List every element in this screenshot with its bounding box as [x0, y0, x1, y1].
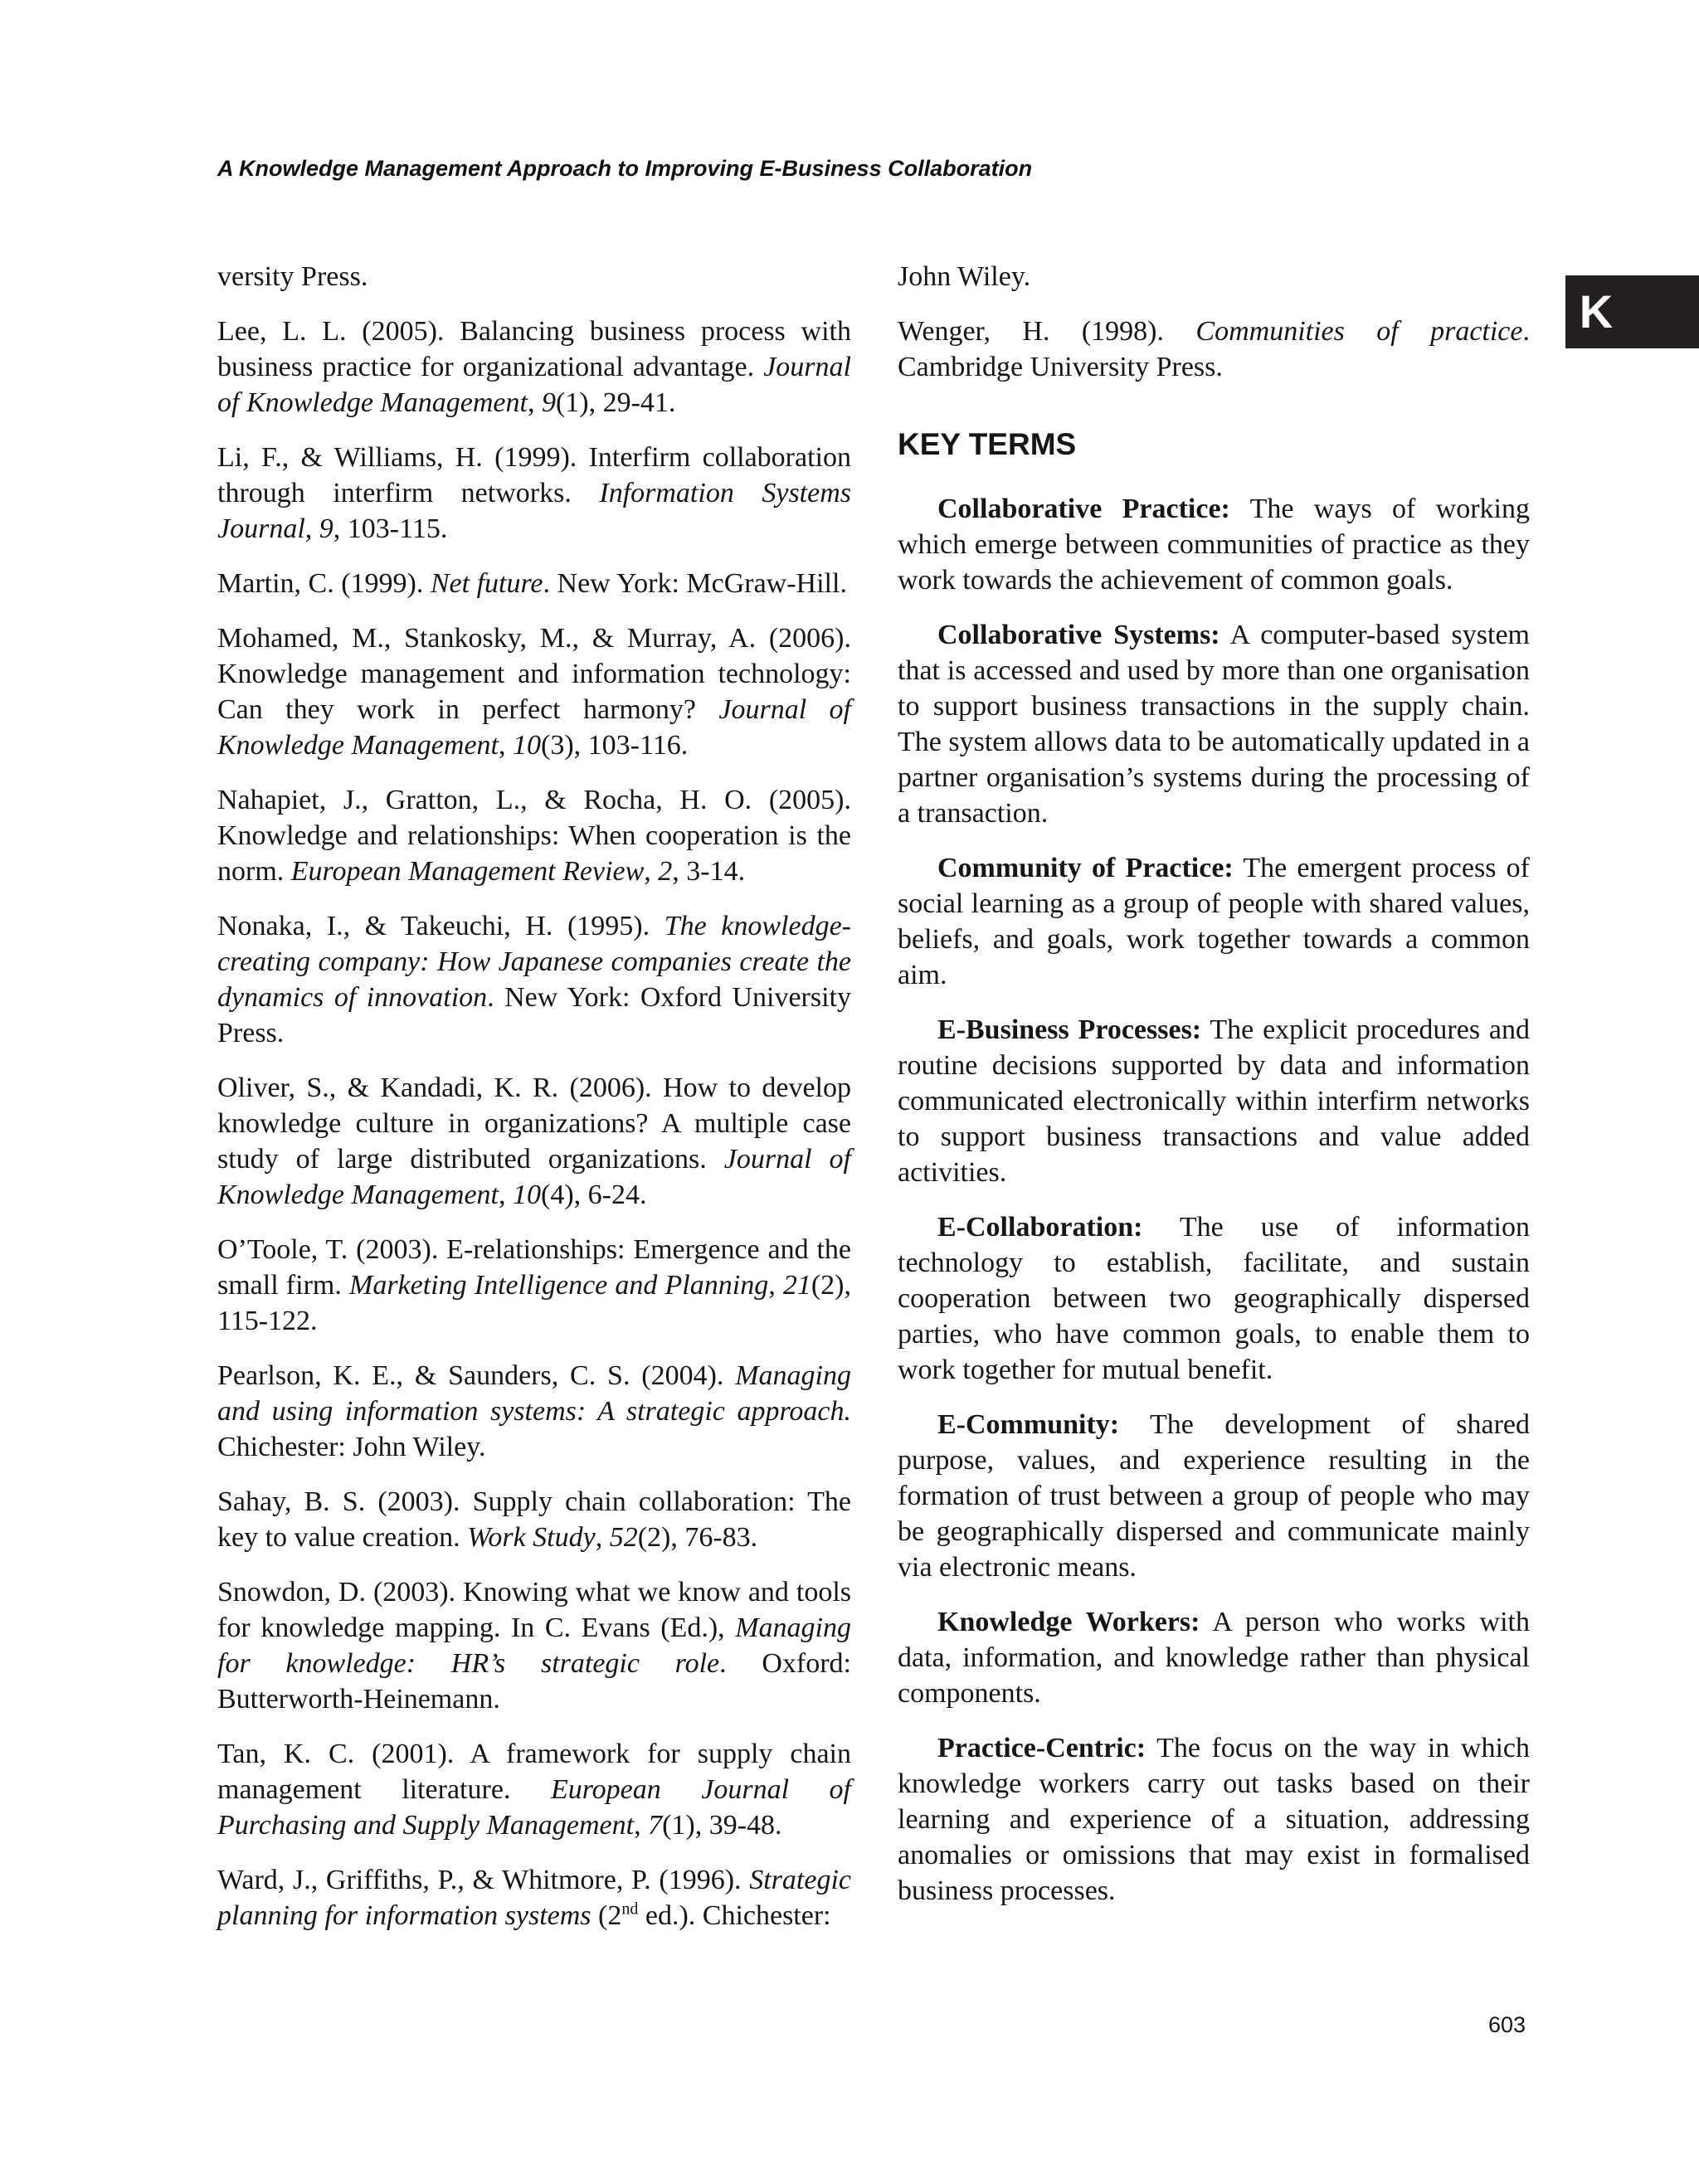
reference-text: versity Press.: [217, 261, 368, 292]
reference-text: Nahapiet, J., Gratton, L., & Rocha, H. O. (2005). Knowledge and relationships: When cooperation is the norm.: [217, 785, 851, 887]
page-number: 603: [1488, 2012, 1526, 2037]
reference-text: Oliver, S., & Kandadi, K. R. (2006). How to develop knowledge culture in organizations? A multiple case study of large distributed organizations.: [217, 1073, 851, 1175]
reference-text: , 103-115.: [333, 513, 448, 544]
reference-text: ed.). Chichester:: [638, 1900, 831, 1931]
reference-text: (1), 29-41.: [555, 387, 676, 418]
reference-italic-text: Marketing Intelligence and Planning: [349, 1270, 769, 1301]
reference-entry: [217, 1736, 851, 1843]
reference-text: O’Toole, T. (2003). E-relationships: Emergence and the small firm.: [217, 1234, 851, 1301]
reference-italic-text: Managing and using information systems: A strategic approach.: [217, 1360, 851, 1427]
reference-italic-text: Work Study: [467, 1522, 596, 1553]
reference-italic-text: Managing for knowledge: HR’s strategic role: [217, 1612, 851, 1679]
reference-entry: [217, 620, 851, 763]
reference-entry: [217, 1862, 851, 1933]
key-term-name: Practice-Centric:: [937, 1733, 1146, 1763]
key-term-entry: [898, 1604, 1530, 1711]
reference-superscript: nd: [621, 1899, 639, 1919]
reference-italic-text: Information Systems Journal: [217, 478, 852, 544]
reference-entry: [217, 908, 851, 1051]
reference-italic-text: Strategic planning for information systems: [217, 1865, 851, 1931]
key-term-entry: [898, 617, 1530, 831]
key-term-definition: The focus on the way in which knowledge workers carry out tasks based on their learning and experience of a situation, addressing anomalies or omissions that may exist in formalised business processes.: [898, 1733, 1530, 1906]
reference-text: (3), 103-116.: [541, 730, 689, 761]
reference-text: ,: [634, 1810, 649, 1841]
reference-text: Mohamed, M., Stankosky, M., & Murray, A. (2006). Knowledge management and information technology: Can they work in perfect harmony?: [217, 623, 851, 725]
reference-text: (2: [591, 1900, 622, 1931]
key-term-name: E-Business Processes:: [937, 1014, 1202, 1045]
section-tab-letter: K: [1579, 285, 1614, 338]
reference-text: Sahay, B. S. (2003). Supply chain collaboration: The key to value creation.: [217, 1486, 851, 1553]
reference-text: Tan, K. C. (2001). A framework for supply chain management literature.: [217, 1739, 851, 1805]
key-term-name: Collaborative Systems:: [937, 620, 1220, 650]
reference-text: ,: [644, 856, 659, 887]
reference-text: (2), 76-83.: [637, 1522, 758, 1553]
reference-text: , 3-14.: [672, 856, 746, 887]
key-term-definition: The emergent process of social learning as a group of people with shared values, beliefs, and goals, work together towards a common aim.: [898, 853, 1530, 990]
reference-text: Chichester: John Wiley.: [217, 1432, 486, 1462]
reference-italic-text: Journal of Knowledge Management: [217, 1144, 851, 1210]
reference-entry: [217, 1070, 851, 1213]
reference-italic-text: 10: [513, 730, 541, 761]
reference-italic-text: Journal of Knowledge Management: [217, 694, 851, 761]
key-term-definition: The explicit procedures and routine decisions supported by data and information communicated electronically within interfirm networks to support business transactions and value added activities.: [898, 1014, 1531, 1188]
reference-italic-text: Journal of Knowledge Management: [217, 352, 851, 418]
reference-text: . New York: McGraw-Hill.: [543, 568, 847, 599]
key-term-definition: The use of information technology to establish, facilitate, and sustain cooperation between two geographically dispersed parties, who have common goals, to enable them to work together for mutual benefit.: [898, 1212, 1530, 1385]
reference-italic-text: 9: [541, 387, 556, 418]
key-term-entry: [898, 1730, 1530, 1909]
reference-italic-text: The knowledge-creating company: How Japanese companies create the dynamics of innovation: [217, 911, 852, 1013]
key-terms-heading: KEY TERMS: [898, 427, 1077, 461]
reference-text: Ward, J., Griffiths, P., & Whitmore, P. (1996).: [217, 1865, 750, 1895]
reference-text: Pearlson, K. E., & Saunders, C. S. (2004).: [217, 1360, 736, 1391]
reference-text: . Cambridge University Press.: [898, 316, 1530, 382]
reference-entry: [898, 314, 1530, 385]
key-term-entry: [898, 1209, 1530, 1388]
reference-italic-text: 10: [513, 1180, 541, 1210]
reference-entry: [217, 782, 851, 889]
reference-italic-text: 52: [609, 1522, 638, 1553]
key-term-name: Knowledge Workers:: [937, 1607, 1200, 1637]
reference-italic-text: 21: [782, 1270, 811, 1301]
reference-text: Lee, L. L. (2005). Balancing business process with business practice for organizational advantage.: [217, 316, 851, 382]
reference-italic-text: 9: [319, 513, 333, 544]
reference-italic-text: 7: [648, 1810, 663, 1841]
reference-text: Martin, C. (1999).: [217, 568, 431, 599]
key-term-definition: A person who works with data, information, and knowledge rather than physical components.: [898, 1607, 1530, 1709]
key-term-name: Community of Practice:: [937, 853, 1234, 883]
reference-italic-text: 2: [658, 856, 673, 887]
reference-italic-text: Net future: [430, 568, 543, 599]
key-term-entry: [898, 491, 1530, 598]
reference-text: ,: [595, 1522, 610, 1553]
key-term-definition: A computer-based system that is accessed and used by more than one organisation to support business transactions in the supply chain. The system allows data to be automatically updated in a partner organisation’s systems during the processing of a transaction.: [898, 620, 1530, 829]
reference-entry: [217, 314, 851, 421]
left-column: [217, 259, 851, 1953]
reference-text: ,: [499, 730, 513, 761]
key-terms-list: [898, 491, 1530, 1909]
key-term-definition: The development of shared purpose, values, and experience resulting in the formation of trust between a group of people who may be geographically dispersed and communicate mainly via electronic means.: [898, 1409, 1530, 1583]
section-tab: [1565, 275, 1699, 348]
reference-entry: [217, 440, 851, 547]
key-term-name: E-Community:: [937, 1409, 1120, 1440]
reference-text: ,: [768, 1270, 783, 1301]
reference-italic-text: European Management Review: [290, 856, 645, 887]
reference-list: [217, 259, 851, 1933]
running-header: A Knowledge Management Approach to Improving E-Business Collaboration: [217, 156, 1033, 181]
key-term-definition: The ways of working which emerge between communities of practice as they work towards the achievement of common goals.: [898, 494, 1531, 596]
reference-text: . New York: Oxford University Press.: [217, 982, 852, 1048]
reference-italic-text: European Journal of Purchasing and Supply Management: [217, 1774, 852, 1841]
key-term-name: E-Collaboration:: [937, 1212, 1143, 1243]
reference-text: ,: [304, 513, 319, 544]
reference-entry: [898, 259, 1530, 294]
reference-entry: [217, 259, 851, 294]
key-term-entry: [898, 1012, 1530, 1190]
reference-text: ,: [527, 387, 542, 418]
reference-text: John Wiley.: [898, 261, 1031, 292]
key-term-name: Collaborative Practice:: [937, 494, 1230, 524]
key-term-entry: [898, 1407, 1530, 1585]
reference-text: Nonaka, I., & Takeuchi, H. (1995).: [217, 911, 665, 941]
right-column: [898, 259, 1530, 1928]
reference-entry: [217, 1484, 851, 1555]
reference-text: Snowdon, D. (2003). Knowing what we know and tools for knowledge mapping. In C. Evans (Ed.),: [217, 1577, 851, 1643]
reference-text: (4), 6-24.: [541, 1180, 647, 1210]
reference-entry: [217, 1574, 851, 1717]
reference-entry: [217, 566, 851, 601]
key-term-entry: [898, 850, 1530, 993]
reference-text: ,: [499, 1180, 513, 1210]
reference-italic-text: Communities of practice: [1195, 316, 1523, 347]
reference-text: (1), 39-48.: [662, 1810, 782, 1841]
reference-text: Li, F., & Williams, H. (1999). Interfirm collaboration through interfirm networks.: [217, 442, 851, 508]
reference-text: . Oxford: Butterworth-Heinemann.: [217, 1648, 851, 1715]
reference-entry: [217, 1232, 851, 1339]
reference-entry: [217, 1358, 851, 1465]
reference-text: Wenger, H. (1998).: [898, 316, 1196, 347]
reference-list-continued: [898, 259, 1530, 385]
reference-text: (2), 115-122.: [217, 1270, 852, 1336]
